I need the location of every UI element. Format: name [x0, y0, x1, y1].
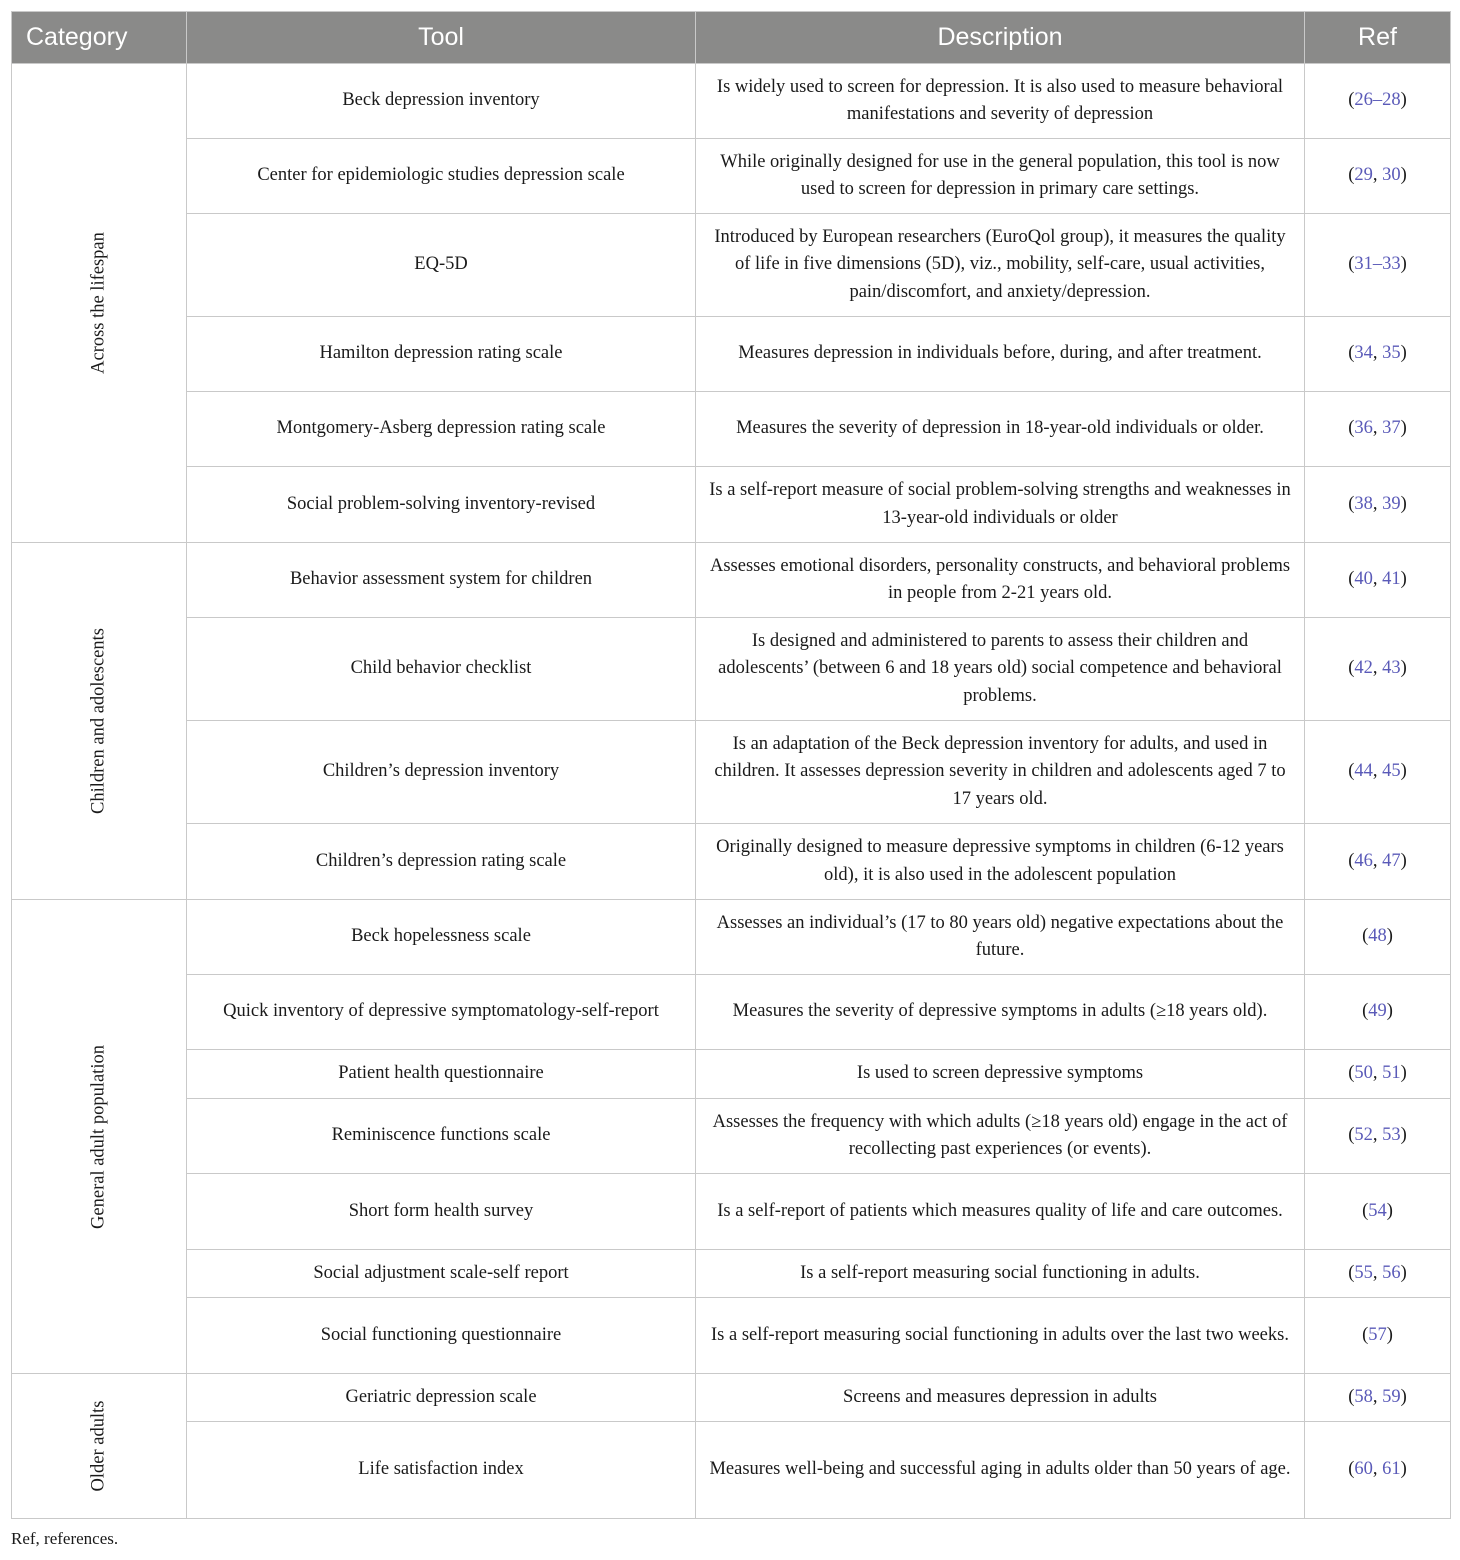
tool-cell: Short form health survey [187, 1174, 696, 1250]
reference-link[interactable]: 57 [1368, 1324, 1387, 1345]
table-row [12, 467, 1451, 543]
ref-cell: (54) [1305, 1174, 1451, 1250]
category-cell [12, 900, 187, 1374]
description-cell: Is designed and administered to parents to assess their children and adolescents’ (between 6 and 18 years old) social competence and behavioral problems. [696, 618, 1305, 721]
tool-cell: Children’s depression inventory [187, 721, 696, 824]
description-cell: Measures the severity of depressive symptoms in adults (≥18 years old). [696, 975, 1305, 1050]
ref-cell: (55, 56) [1305, 1250, 1451, 1298]
description-cell: Assesses an individual’s (17 to 80 years old) negative expectations about the future. [696, 900, 1305, 975]
table-row [12, 1050, 1451, 1099]
tool-cell: Center for epidemiologic studies depression scale [187, 139, 696, 214]
ref-cell: (40, 41) [1305, 543, 1451, 618]
description-cell: Is a self-report measuring social functioning in adults over the last two weeks. [696, 1298, 1305, 1374]
description-cell: While originally designed for use in the general population, this tool is now used to screen for depression in primary care settings. [696, 139, 1305, 214]
table-row [12, 1298, 1451, 1374]
reference-link[interactable]: 49 [1368, 1001, 1387, 1022]
reference-link[interactable]: 46 [1354, 850, 1373, 871]
reference-link[interactable]: 34 [1354, 343, 1373, 364]
reference-link[interactable]: 26–28 [1354, 90, 1401, 111]
reference-link[interactable]: 55 [1354, 1262, 1373, 1283]
category-label: Across the lifespan [88, 232, 109, 374]
description-cell: Measures the severity of depression in 18-year-old individuals or older. [696, 392, 1305, 467]
reference-link[interactable]: 44 [1354, 761, 1373, 782]
tool-cell: Beck hopelessness scale [187, 900, 696, 975]
ref-cell: (31–33) [1305, 214, 1451, 317]
reference-link[interactable]: 58 [1354, 1386, 1373, 1407]
category-cell [12, 64, 187, 543]
reference-link[interactable]: 41 [1382, 569, 1401, 590]
ref-cell: (34, 35) [1305, 317, 1451, 392]
tool-cell: Social functioning questionnaire [187, 1298, 696, 1374]
tool-cell: Quick inventory of depressive symptomatology-self-report [187, 975, 696, 1050]
table-header [12, 12, 1451, 64]
table-row [12, 1250, 1451, 1298]
reference-link[interactable]: 61 [1382, 1459, 1401, 1480]
description-cell: Measures depression in individuals before, during, and after treatment. [696, 317, 1305, 392]
tool-cell: Life satisfaction index [187, 1422, 696, 1519]
table-footnote: Ref, references. [11, 1529, 119, 1548]
category-cell [12, 543, 187, 900]
ref-cell: (44, 45) [1305, 721, 1451, 824]
ref-cell: (48) [1305, 900, 1451, 975]
ref-cell: (49) [1305, 975, 1451, 1050]
category-label: Older adults [88, 1400, 109, 1492]
tool-cell: EQ-5D [187, 214, 696, 317]
reference-link[interactable]: 35 [1382, 343, 1401, 364]
tool-cell: Montgomery-Asberg depression rating scale [187, 392, 696, 467]
header-tool: Tool [187, 12, 696, 64]
reference-link[interactable]: 38 [1354, 493, 1373, 514]
table-row [12, 392, 1451, 467]
ref-cell: (38, 39) [1305, 467, 1451, 543]
reference-link[interactable]: 36 [1354, 418, 1373, 439]
reference-link[interactable]: 50 [1354, 1063, 1373, 1084]
tool-cell: Beck depression inventory [187, 64, 696, 139]
tool-cell: Geriatric depression scale [187, 1374, 696, 1422]
reference-link[interactable]: 40 [1354, 569, 1373, 590]
description-cell: Is used to screen depressive symptoms [696, 1050, 1305, 1099]
reference-link[interactable]: 48 [1368, 926, 1387, 947]
tool-cell: Child behavior checklist [187, 618, 696, 721]
table-row [12, 1422, 1451, 1519]
table-row [12, 139, 1451, 214]
reference-link[interactable]: 43 [1382, 658, 1401, 679]
reference-link[interactable]: 31–33 [1354, 254, 1401, 275]
table-row [12, 618, 1451, 721]
reference-link[interactable]: 52 [1354, 1125, 1373, 1146]
reference-link[interactable]: 56 [1382, 1262, 1401, 1283]
category-label: Children and adolescents [88, 628, 109, 814]
tool-cell: Social problem-solving inventory-revised [187, 467, 696, 543]
description-cell: Originally designed to measure depressive symptoms in children (6-12 years old), it is also used in the adolescent population [696, 824, 1305, 900]
description-cell: Introduced by European researchers (EuroQol group), it measures the quality of life in five dimensions (5D), viz., mobility, self-care, usual activities, pain/discomfort, and anxiety/depression. [696, 214, 1305, 317]
description-cell: Assesses the frequency with which adults (≥18 years old) engage in the act of recollecting past experiences (or events). [696, 1099, 1305, 1174]
reference-link[interactable]: 60 [1354, 1459, 1373, 1480]
table-row [12, 64, 1451, 139]
table-row [12, 1099, 1451, 1174]
table-row [12, 1374, 1451, 1422]
reference-link[interactable]: 39 [1382, 493, 1401, 514]
category-label: General adult population [88, 1044, 109, 1229]
tool-cell: Reminiscence functions scale [187, 1099, 696, 1174]
depression-tools-table [11, 11, 1451, 1519]
table-body [12, 64, 1451, 1519]
reference-link[interactable]: 30 [1382, 165, 1401, 186]
description-cell: Is a self-report measure of social problem-solving strengths and weaknesses in 13-year-old individuals or older [696, 467, 1305, 543]
description-cell: Assesses emotional disorders, personality constructs, and behavioral problems in people from 2-21 years old. [696, 543, 1305, 618]
reference-link[interactable]: 29 [1354, 165, 1373, 186]
ref-cell: (46, 47) [1305, 824, 1451, 900]
reference-link[interactable]: 53 [1382, 1125, 1401, 1146]
reference-link[interactable]: 51 [1382, 1063, 1401, 1084]
table-row [12, 543, 1451, 618]
table-row [12, 1174, 1451, 1250]
table-row [12, 900, 1451, 975]
reference-link[interactable]: 45 [1382, 761, 1401, 782]
category-cell [12, 1374, 187, 1519]
ref-cell: (60, 61) [1305, 1422, 1451, 1519]
reference-link[interactable]: 54 [1368, 1200, 1387, 1221]
tool-cell: Hamilton depression rating scale [187, 317, 696, 392]
header-ref: Ref [1305, 12, 1451, 64]
ref-cell: (42, 43) [1305, 618, 1451, 721]
ref-cell: (57) [1305, 1298, 1451, 1374]
table-row [12, 721, 1451, 824]
ref-cell: (29, 30) [1305, 139, 1451, 214]
ref-cell: (36, 37) [1305, 392, 1451, 467]
ref-cell: (26–28) [1305, 64, 1451, 139]
description-cell: Is widely used to screen for depression. It is also used to measure behavioral manifestations and severity of depression [696, 64, 1305, 139]
table-row [12, 317, 1451, 392]
header-description: Description [696, 12, 1305, 64]
table-row [12, 975, 1451, 1050]
tool-cell: Social adjustment scale-self report [187, 1250, 696, 1298]
description-cell: Is a self-report of patients which measures quality of life and care outcomes. [696, 1174, 1305, 1250]
description-cell: Is an adaptation of the Beck depression inventory for adults, and used in children. It assesses depression severity in children and adolescents aged 7 to 17 years old. [696, 721, 1305, 824]
ref-cell: (52, 53) [1305, 1099, 1451, 1174]
description-cell: Measures well-being and successful aging in adults older than 50 years of age. [696, 1422, 1305, 1519]
description-cell: Is a self-report measuring social functioning in adults. [696, 1250, 1305, 1298]
tool-cell: Patient health questionnaire [187, 1050, 696, 1099]
header-category: Category [12, 12, 187, 64]
reference-link[interactable]: 47 [1382, 850, 1401, 871]
table-container [11, 11, 1450, 1519]
table-row [12, 824, 1451, 900]
ref-cell: (50, 51) [1305, 1050, 1451, 1099]
tool-cell: Behavior assessment system for children [187, 543, 696, 618]
reference-link[interactable]: 42 [1354, 658, 1373, 679]
description-cell: Screens and measures depression in adults [696, 1374, 1305, 1422]
table-row [12, 214, 1451, 317]
reference-link[interactable]: 37 [1382, 418, 1401, 439]
tool-cell: Children’s depression rating scale [187, 824, 696, 900]
header-row [12, 12, 1451, 64]
ref-cell: (58, 59) [1305, 1374, 1451, 1422]
reference-link[interactable]: 59 [1382, 1386, 1401, 1407]
